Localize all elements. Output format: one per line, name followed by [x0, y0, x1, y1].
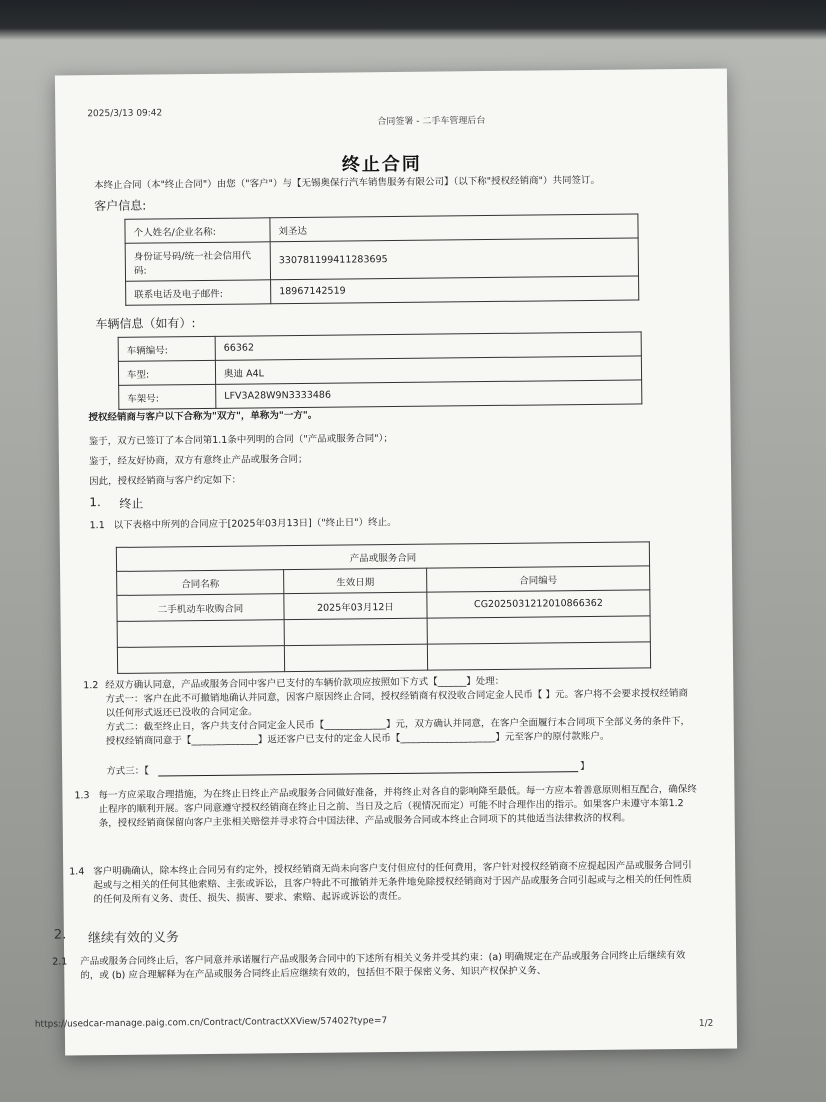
customer-id-value: 330781199411283695 [270, 238, 638, 280]
page-number: 1/2 [698, 1018, 714, 1029]
clause-2-1-text: 产品或服务合同终止后，客户同意并承诺履行产品或服务合同中的下述所有相关义务并受其约束：(a) 明确规定在产品或服务合同终止后继续有效的，或 (b) 应合理解释为在产品或服务合同终止后应继续有效的，包括但不限于保密义务、知识产权保护义务、 [80, 949, 686, 982]
recital-contract: 鉴于，双方已签订了本合同第1.1条中列明的合同（"产品或服务合同"）； [88, 433, 393, 448]
section-1-title: 终止 [119, 496, 144, 511]
customer-name-label: 个人姓名/企业名称: [125, 218, 270, 244]
column-header-contract-number: 合同编号 [427, 566, 650, 592]
contract-paper [34, 69, 737, 1056]
vehicle-vin-label: 车架号: [119, 384, 216, 409]
customer-phone-value: 18967142519 [271, 276, 639, 304]
clause-1-2-text: 经双方确认同意，产品或服务合同中客户已支付的车辆价款项应按照如下方式【______】处理： [105, 675, 505, 692]
contract-name-cell: 二手机动车收购合同 [117, 594, 284, 622]
customer-name-value: 刘圣达 [270, 214, 638, 242]
print-datetime: 2025/3/13 09:42 [87, 108, 163, 120]
customer-phone-label: 联系电话及电子邮件: [126, 280, 271, 306]
recital-parties: 授权经销商与客户以下合称为"双方"，单称为"一方"。 [88, 409, 318, 424]
table-row [126, 276, 639, 305]
intro-paragraph: 本终止合同（本"终止合同"）由您（"客户"）与【无锡奥保行汽车销售服务有限公司】（以下称"授权经销商"）共同签订。 [93, 174, 601, 192]
section-1-number: 1. [89, 495, 101, 510]
vehicle-model-value: 奥迪 A4L [215, 356, 641, 384]
clause-1-3-number: 1.3 [74, 790, 90, 802]
customer-heading: 客户信息: [94, 198, 147, 214]
customer-id-label: 身份证号码/统一社会信用代码: [125, 242, 270, 282]
clause-1-1-number: 1.1 [89, 520, 105, 532]
contract-number-cell: CG2025031212010866362 [427, 590, 650, 618]
document-title: 终止合同 [341, 153, 422, 176]
contract-table-caption: 产品或服务合同 [116, 542, 649, 572]
section-2-title: 继续有效的义务 [87, 930, 180, 947]
vehicle-table [118, 331, 643, 409]
option-two-text: 方式二：截至终止日，客户共支付合同定金人民币【_____________】元，双方确认并同意，在客户全面履行本合同项下全部义务的条件下，授权经销商同意于【______________】返还客户已支付的定金人民币【____________________】元至客户的原付款账户。 [105, 715, 691, 748]
option-one-text: 方式一：客户在此不可撤销地确认并同意，因客户原因终止合同，授权经销商有权没收合同定金人民币【 】元。客户将不会要求授权经销商以任何形式返还已没收的合同定金。 [105, 687, 688, 720]
clause-1-4-text: 客户明确确认，除本终止合同另有约定外，授权经销商无尚未向客户支付但应付的任何费用，客户针对授权经销商不应提起因产品或服务合同引起或与之相关的任何其他索赔、主张或诉讼，且客户特此不可撤销并无条件地免除授权经销商对于因产品或服务合同引起或与之相关的任何性质的任何及所有义务、责任、损失、损害、要求、索赔、起诉或诉讼的责任。 [93, 859, 692, 906]
option-three-blank [158, 771, 578, 776]
site-title: 合同签署 - 二手车管理后台 [377, 116, 486, 128]
customer-table [124, 213, 639, 305]
clause-1-2-number: 1.2 [83, 680, 99, 692]
table-row [119, 380, 642, 409]
vehicle-model-label: 车型: [118, 360, 215, 385]
table-row [117, 642, 650, 674]
vehicle-vin-value: LFV3A28W9N3333486 [216, 380, 642, 408]
clause-1-3-text: 每一方应采取合理措施，为在终止日终止产品或服务合同做好准备，并将终止对各自的影响降至最低。每一方应本着善意原则相互配合，确保终止程序的顺利开展。客户同意遵守授权经销商在终止日之前、当日及之后（视情况而定）可能不时合理作出的指示。如果客户未遵守本第1.2条，授权经销商保留向客户主张相关赔偿并寻求符合中国法律、产品或服务合同或本终止合同项下的其他适当法律救济的权利。 [98, 783, 697, 830]
effective-date-cell: 2025年03月12日 [284, 592, 427, 619]
vehicle-heading: 车辆信息（如有）: [95, 316, 196, 332]
clause-2-1-number: 2.1 [52, 956, 68, 968]
vehicle-number-value: 66362 [215, 332, 641, 360]
column-header-contract-name: 合同名称 [117, 570, 284, 596]
option-three-end: 】 [580, 760, 590, 773]
section-2-number: 2. [53, 927, 67, 943]
clause-1-4-number: 1.4 [69, 866, 85, 878]
clause-1-1-text: 以下表格中所列的合同应于[2025年03月13日]（"终止日"）终止。 [113, 516, 397, 531]
footer-url: https://usedcar-manage.paig.com.cn/Contract/ContractXXView/57402?type=7 [34, 1016, 388, 1030]
vehicle-number-label: 车辆编号: [118, 336, 215, 361]
contract-table [116, 541, 651, 674]
column-header-effective-date: 生效日期 [284, 568, 427, 593]
recital-agreement: 因此，授权经销商与客户约定如下： [89, 474, 242, 488]
option-three-label: 方式三：【 [106, 765, 149, 778]
recital-negotiation: 鉴于，经友好协商，双方有意终止产品或服务合同； [88, 453, 308, 468]
table-row [125, 238, 638, 281]
